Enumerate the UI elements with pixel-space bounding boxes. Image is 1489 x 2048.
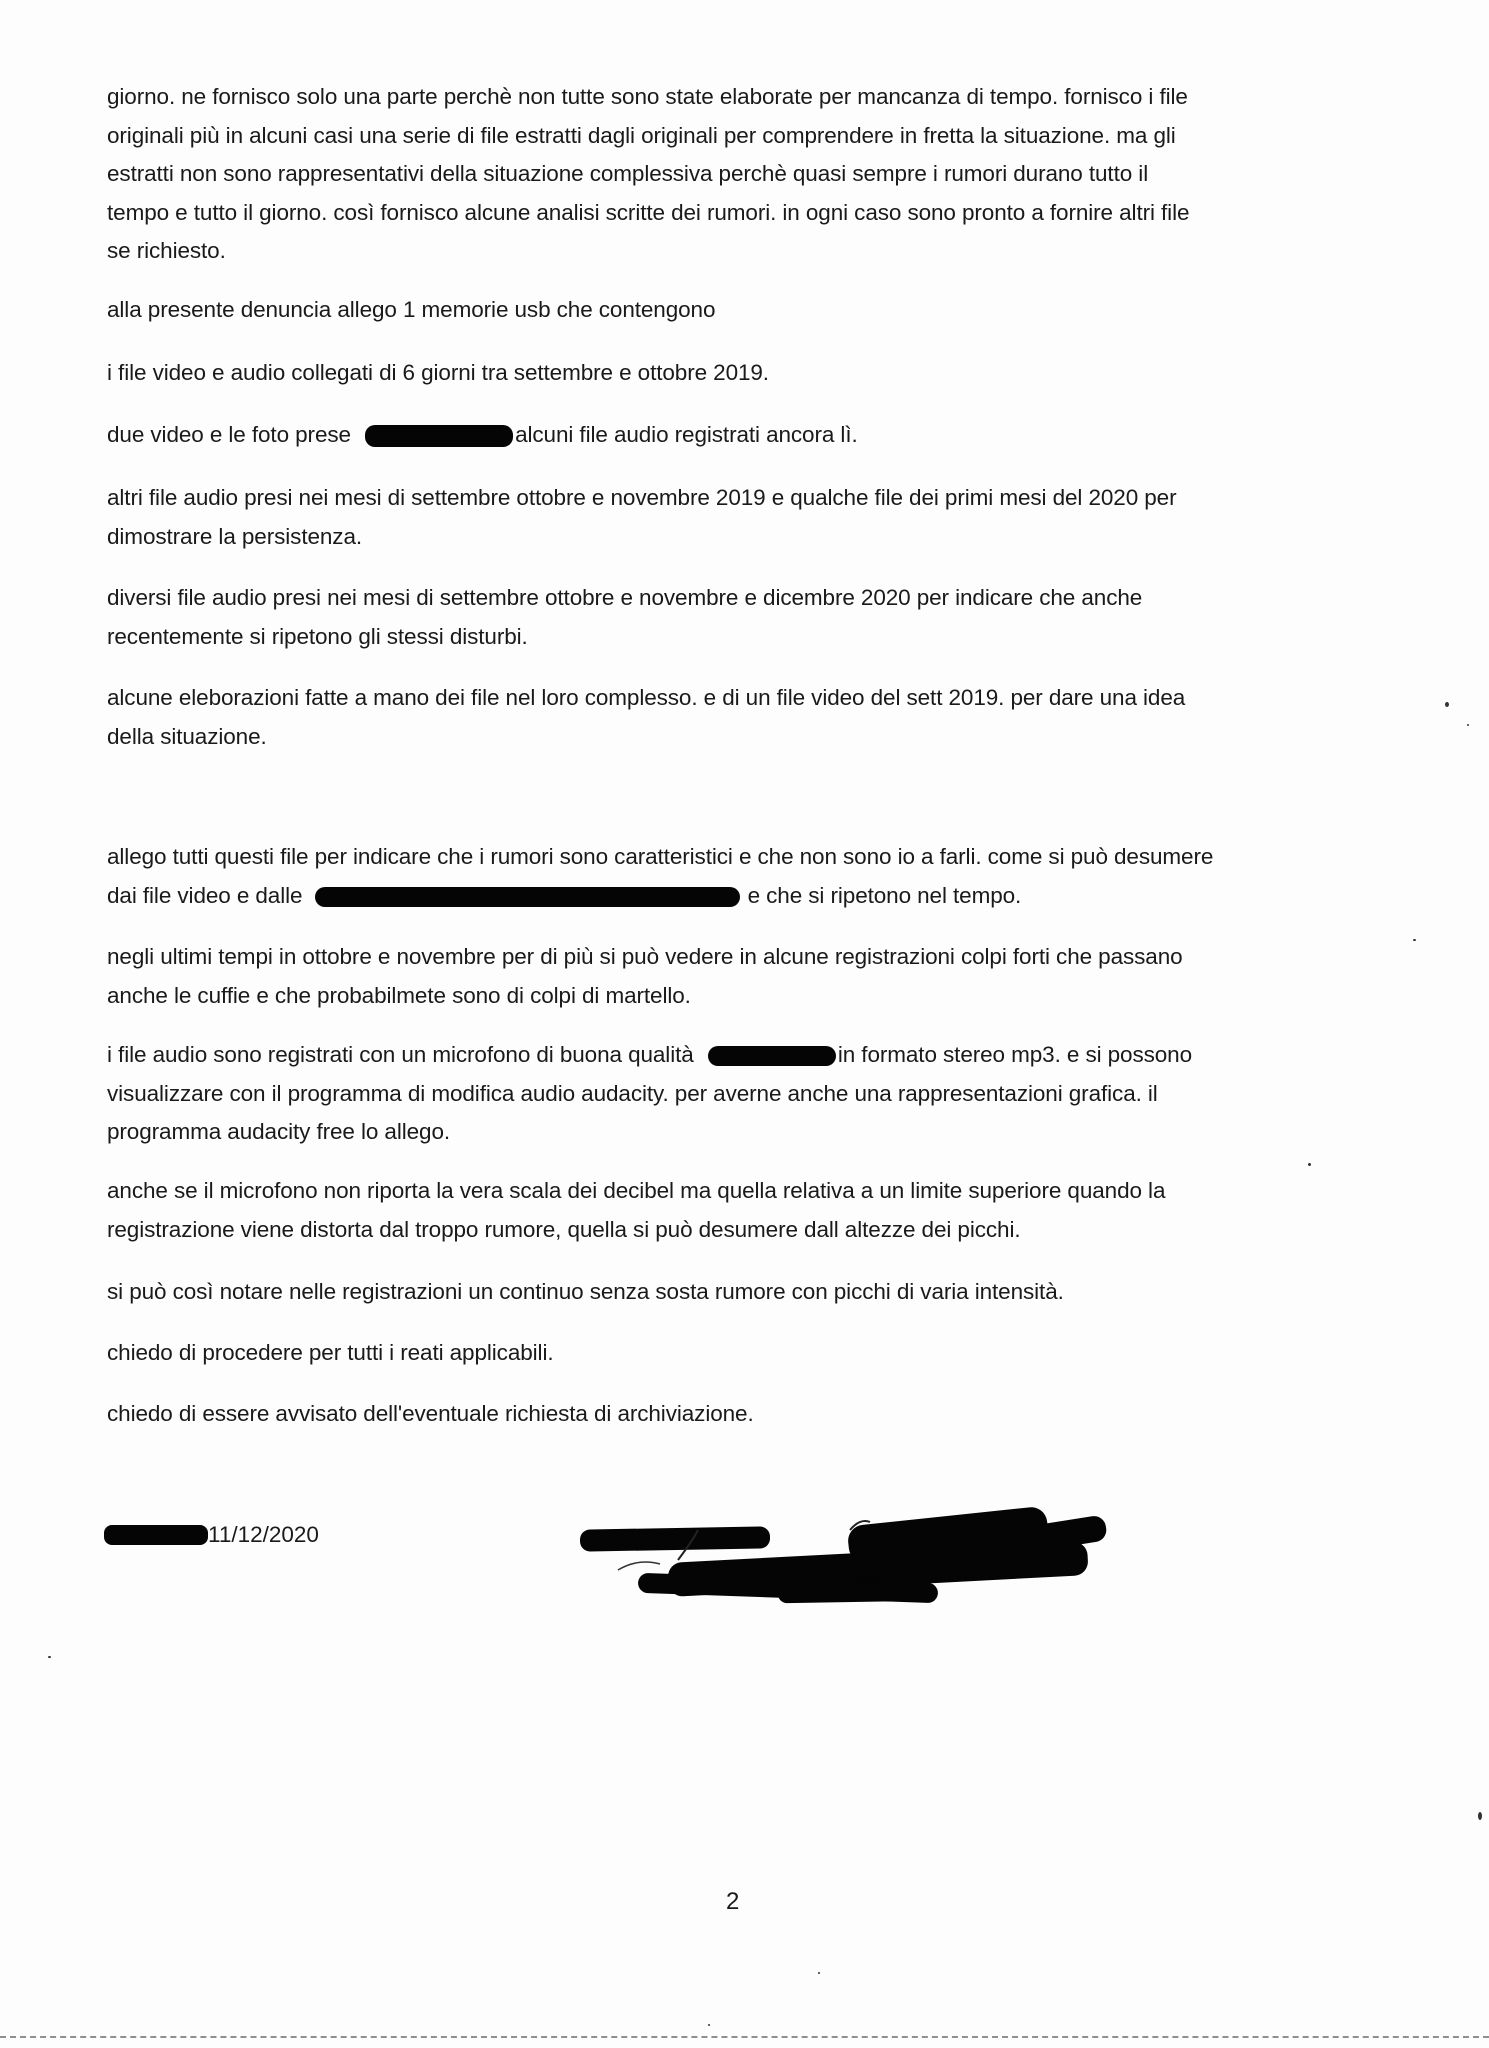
text-segment: due video e le foto prese (107, 422, 351, 447)
text-segment: e che si ripetono nel tempo. (747, 882, 1022, 908)
paragraph-files-2019 (107, 354, 1357, 393)
text-line: estratti non sono rappresentativi della situazione complessiva perchè quasi sempre i rumori durano tutto il (107, 161, 1149, 186)
text-line: alla presente denuncia allego 1 memorie usb che contengono (107, 297, 716, 322)
scan-speck (818, 1972, 820, 1974)
text-line: alcune eleborazioni fatte a mano dei file nel loro complesso. e di un file video del sett 2019. per dare una idea (107, 685, 1186, 710)
scan-speck (1445, 702, 1449, 707)
text-line: programma audacity free lo allego. (107, 1119, 451, 1144)
text-line: i file video e audio collegati di 6 giorni tra settembre e ottobre 2019. (107, 360, 769, 385)
redaction-bar (365, 425, 513, 447)
scan-bottom-edge (0, 2036, 1489, 2040)
text-line: altri file audio presi nei mesi di settembre ottobre e novembre 2019 e qualche file dei primi mesi del 2020 per (107, 485, 1177, 510)
text-segment: dai file video e dalle (107, 882, 303, 908)
scan-speck (1467, 724, 1469, 726)
redaction-bar (104, 1525, 208, 1545)
redaction-bar (315, 887, 740, 907)
scan-speck (1478, 1812, 1482, 1820)
paragraph-persistence (107, 479, 1357, 556)
text-line: originali più in alcuni casi una serie di file estratti dagli originali per comprendere in fretta la situazione. ma gli (107, 122, 1176, 148)
text-line: se richiesto. (107, 238, 226, 263)
paragraph-elaborations (107, 679, 1357, 756)
scan-speck (1308, 1163, 1311, 1166)
text-line: anche le cuffie e che probabilmete sono di colpi di martello. (107, 982, 691, 1008)
paragraph-intro (107, 78, 1357, 271)
paragraph-characteristic-noise (107, 838, 1357, 915)
paragraph-hammer (107, 938, 1357, 1015)
text-segment: in formato stereo mp3. e si possono (837, 1042, 1193, 1067)
paragraph-request-notice (107, 1395, 1357, 1434)
text-line: chiedo di procedere per tutti i reati applicabili. (107, 1340, 554, 1365)
text-line: negli ultimi tempi in ottobre e novembre per di più si può vedere in alcune registrazioni colpi forti che passano (107, 944, 1183, 969)
paragraph-usb (107, 291, 1357, 330)
text-line: tempo e tutto il giorno. così fornisco alcune analisi scritte dei rumori. in ogni caso sono pronto a fornire altri file (107, 199, 1190, 225)
text-line: visualizzare con il programma di modifica audio audacity. per averne anche una rappresentazioni grafica. il (107, 1080, 1158, 1106)
signature-stroke (578, 1500, 1138, 1620)
text-line: della situazione. (107, 723, 267, 749)
scan-speck (708, 2024, 710, 2026)
date: 11/12/2020 (208, 1522, 319, 1547)
paragraph-videos (107, 416, 1357, 455)
redacted-signature (578, 1500, 1138, 1620)
paragraph-continuous-noise (107, 1273, 1357, 1312)
paragraph-request-proceed (107, 1334, 1357, 1373)
text-line: chiedo di essere avvisato dell'eventuale richiesta di archiviazione. (107, 1401, 754, 1426)
text-line: si può così notare nelle registrazioni un continuo senza sosta rumore con picchi di varia intensità. (107, 1279, 1064, 1304)
text-line: anche se il microfono non riporta la vera scala dei decibel ma quella relativa a un limite superiore quando la (107, 1178, 1166, 1203)
page-number: 2 (726, 1888, 740, 1915)
paragraph-2020 (107, 579, 1357, 656)
scan-speck (1413, 939, 1416, 941)
text-line: recentemente si ripetono gli stessi disturbi. (107, 623, 528, 649)
text-line: registrazione viene distorta dal troppo rumore, quella si può desumere dall altezze dei picchi. (107, 1216, 1021, 1242)
text-line: dimostrare la persistenza. (107, 523, 363, 549)
text-line: diversi file audio presi nei mesi di settembre ottobre e novembre e dicembre 2020 per indicare che anche (107, 585, 1143, 610)
text-segment: alcuni file audio registrati ancora lì. (515, 422, 858, 447)
text-line: allego tutti questi file per indicare che i rumori sono caratteristici e che non sono io a farli. come si può desumere (107, 844, 1214, 869)
text-line: giorno. ne fornisco solo una parte perchè non tutte sono state elaborate per mancanza di tempo. fornisco i file (107, 84, 1188, 109)
text-segment: i file audio sono registrati con un microfono di buona qualità (107, 1042, 694, 1067)
place-date-line (104, 1522, 319, 1552)
scan-speck (48, 1656, 51, 1658)
paragraph-decibel (107, 1172, 1357, 1249)
paragraph-microphone (107, 1036, 1357, 1152)
redaction-bar (708, 1046, 836, 1066)
